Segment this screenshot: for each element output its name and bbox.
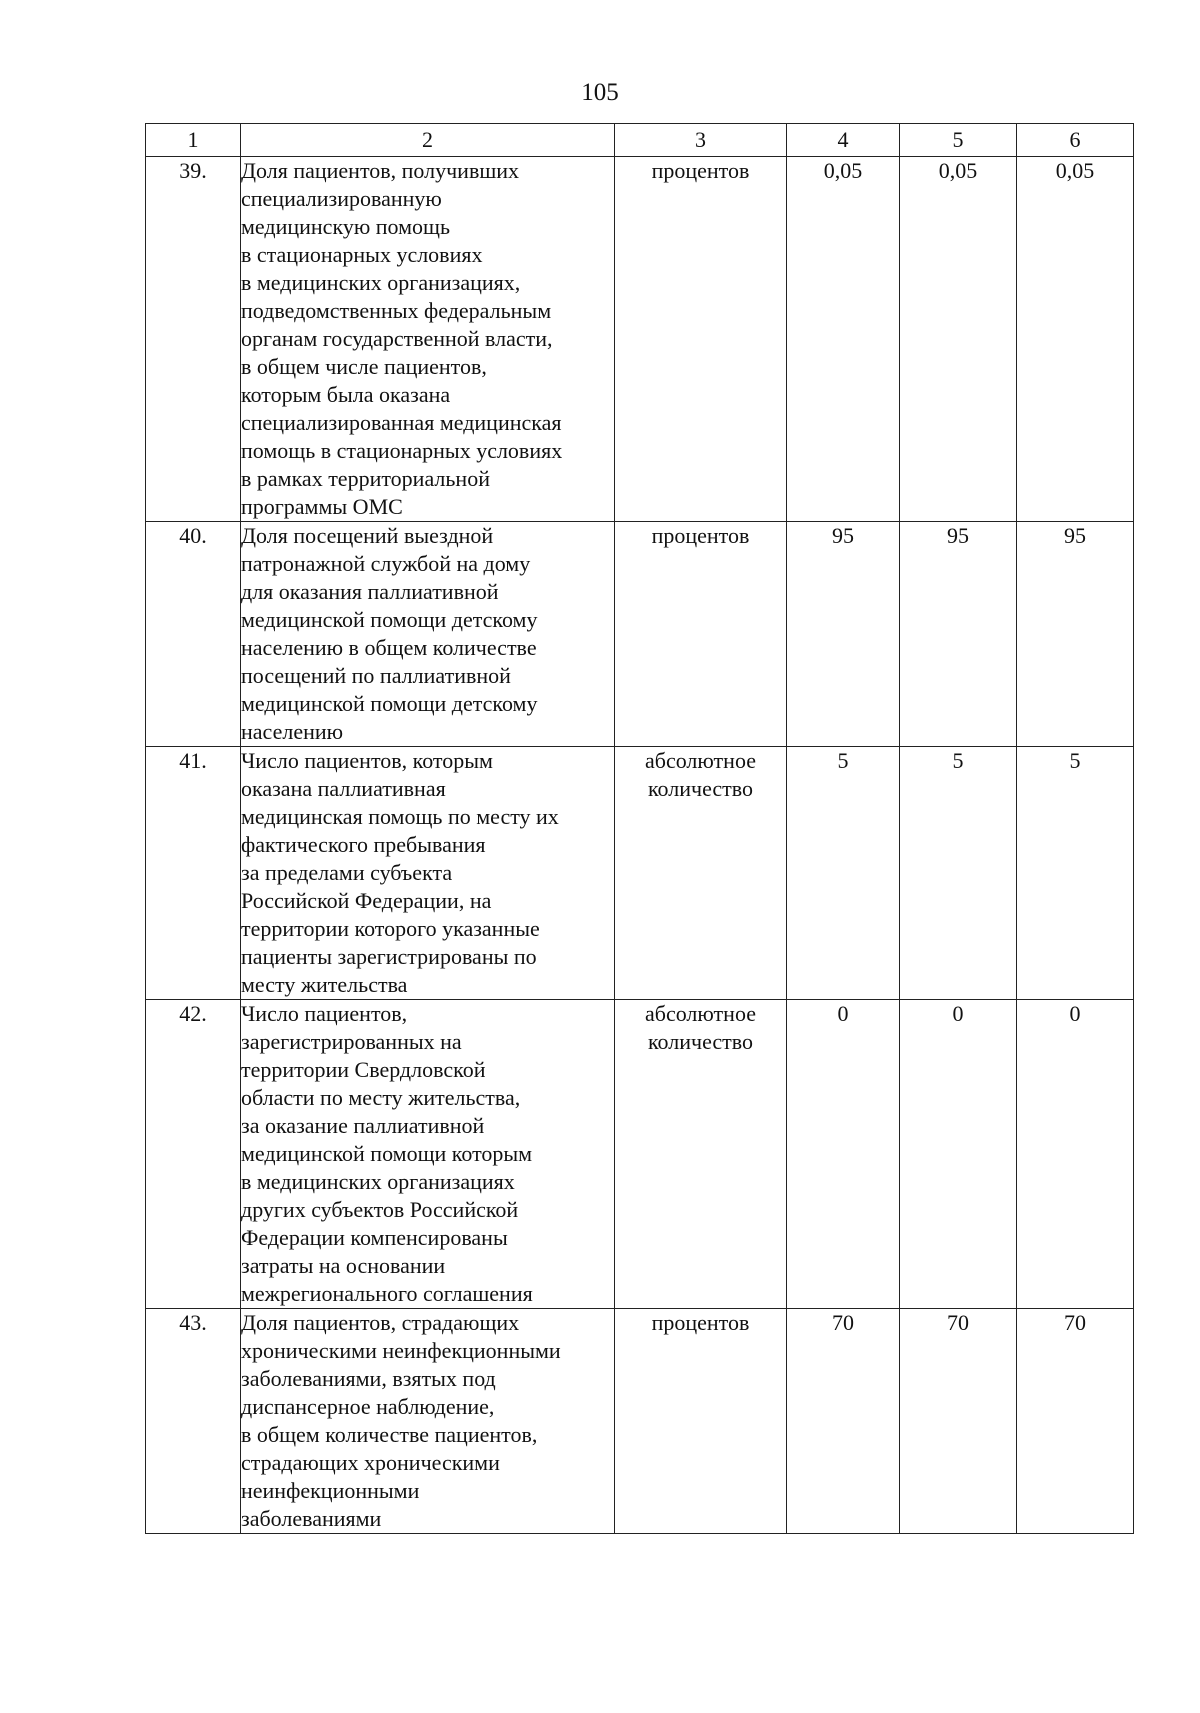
- description-line: медицинскую помощь: [241, 214, 451, 239]
- description-line: заболеваниями: [241, 1506, 382, 1531]
- row-number: 40.: [146, 522, 241, 747]
- row-unit: [615, 522, 787, 747]
- description-line: неинфекционными: [241, 1478, 420, 1503]
- description-line: оказана паллиативная: [241, 776, 446, 801]
- row-number: 43.: [146, 1309, 241, 1534]
- row-value-col4: 95: [787, 522, 900, 747]
- description-line: специализированная медицинская: [241, 410, 562, 435]
- description-line: Доля посещений выездной: [241, 523, 494, 548]
- description-line: населению: [241, 719, 344, 744]
- description-line: за оказание паллиативной: [241, 1113, 485, 1138]
- description-line: межрегионального соглашения: [241, 1281, 533, 1306]
- description-line: для оказания паллиативной: [241, 579, 499, 604]
- description-line: Число пациентов,: [241, 1001, 408, 1026]
- row-value-col5: 0,05: [900, 157, 1017, 522]
- description-line: Доля пациентов, получивших: [241, 158, 520, 183]
- row-value-col5: 0: [900, 1000, 1017, 1309]
- description-line: патронажной службой на дому: [241, 551, 531, 576]
- description-line: месту жительства: [241, 972, 408, 997]
- description-line: Российской Федерации, на: [241, 888, 492, 913]
- table-row: [146, 522, 1134, 747]
- table-header-row: [146, 124, 1134, 157]
- row-value-col5: 95: [900, 522, 1017, 747]
- description-line: пациенты зарегистрированы по: [241, 944, 537, 969]
- row-description: [241, 747, 615, 1000]
- indicators-table: [145, 123, 1134, 1534]
- description-line: других субъектов Российской: [241, 1197, 519, 1222]
- row-value-col4: 0: [787, 1000, 900, 1309]
- row-unit: [615, 1000, 787, 1309]
- description-line: области по месту жительства,: [241, 1085, 521, 1110]
- description-line: в стационарных условиях: [241, 242, 483, 267]
- row-unit: [615, 747, 787, 1000]
- description-line: Федерации компенсированы: [241, 1225, 508, 1250]
- description-line: фактического пребывания: [241, 832, 486, 857]
- row-description: [241, 1000, 615, 1309]
- row-value-col5: 5: [900, 747, 1017, 1000]
- description-line: в медицинских организациях,: [241, 270, 521, 295]
- row-number: 39.: [146, 157, 241, 522]
- row-unit: [615, 1309, 787, 1534]
- unit-line: количество: [647, 776, 754, 801]
- description-line: медицинская помощь по месту их: [241, 804, 559, 829]
- description-line: населению в общем количестве: [241, 635, 537, 660]
- row-value-col4: 70: [787, 1309, 900, 1534]
- row-value-col6: 70: [1017, 1309, 1134, 1534]
- description-line: территории которого указанные: [241, 916, 540, 941]
- description-line: территории Свердловской: [241, 1057, 486, 1082]
- table-body: [146, 157, 1134, 1534]
- description-line: заболеваниями, взятых под: [241, 1366, 496, 1391]
- description-line: медицинской помощи которым: [241, 1141, 533, 1166]
- unit-line: количество: [647, 1029, 754, 1054]
- table-row: [146, 747, 1134, 1000]
- table-row: [146, 1000, 1134, 1309]
- description-line: хроническими неинфекционными: [241, 1338, 561, 1363]
- description-line: программы ОМС: [241, 494, 403, 519]
- row-value-col6: 95: [1017, 522, 1134, 747]
- unit-line: абсолютное: [645, 1001, 756, 1026]
- description-line: в медицинских организациях: [241, 1169, 515, 1194]
- header-col-3: 3: [615, 124, 787, 157]
- row-value-col6: 5: [1017, 747, 1134, 1000]
- header-col-6: 6: [1017, 124, 1134, 157]
- row-value-col6: 0: [1017, 1000, 1134, 1309]
- description-line: диспансерное наблюдение,: [241, 1394, 495, 1419]
- unit-line: абсолютное: [645, 748, 756, 773]
- table-row: [146, 157, 1134, 522]
- row-description: [241, 522, 615, 747]
- row-value-col4: 0,05: [787, 157, 900, 522]
- header-col-1: 1: [146, 124, 241, 157]
- description-line: страдающих хроническими: [241, 1450, 500, 1475]
- unit-line: процентов: [651, 523, 750, 548]
- description-line: за пределами субъекта: [241, 860, 453, 885]
- row-description: [241, 157, 615, 522]
- description-line: подведомственных федеральным: [241, 298, 552, 323]
- description-line: медицинской помощи детскому: [241, 607, 538, 632]
- description-line: в рамках территориальной: [241, 466, 490, 491]
- description-line: Доля пациентов, страдающих: [241, 1310, 520, 1335]
- unit-line: процентов: [651, 158, 750, 183]
- row-number: 41.: [146, 747, 241, 1000]
- row-description: [241, 1309, 615, 1534]
- description-line: органам государственной власти,: [241, 326, 553, 351]
- description-line: в общем количестве пациентов,: [241, 1422, 538, 1447]
- row-unit: [615, 157, 787, 522]
- description-line: посещений по паллиативной: [241, 663, 511, 688]
- row-number: 42.: [146, 1000, 241, 1309]
- row-value-col4: 5: [787, 747, 900, 1000]
- description-line: зарегистрированных на: [241, 1029, 462, 1054]
- header-col-4: 4: [787, 124, 900, 157]
- unit-line: процентов: [651, 1310, 750, 1335]
- description-line: помощь в стационарных условиях: [241, 438, 563, 463]
- header-col-5: 5: [900, 124, 1017, 157]
- row-value-col6: 0,05: [1017, 157, 1134, 522]
- row-value-col5: 70: [900, 1309, 1017, 1534]
- description-line: Число пациентов, которым: [241, 748, 493, 773]
- description-line: которым была оказана: [241, 382, 451, 407]
- description-line: специализированную: [241, 186, 442, 211]
- header-col-2: 2: [241, 124, 615, 157]
- description-line: затраты на основании: [241, 1253, 446, 1278]
- table-row: [146, 1309, 1134, 1534]
- description-line: в общем числе пациентов,: [241, 354, 487, 379]
- page-number: 105: [581, 79, 619, 106]
- description-line: медицинской помощи детскому: [241, 691, 538, 716]
